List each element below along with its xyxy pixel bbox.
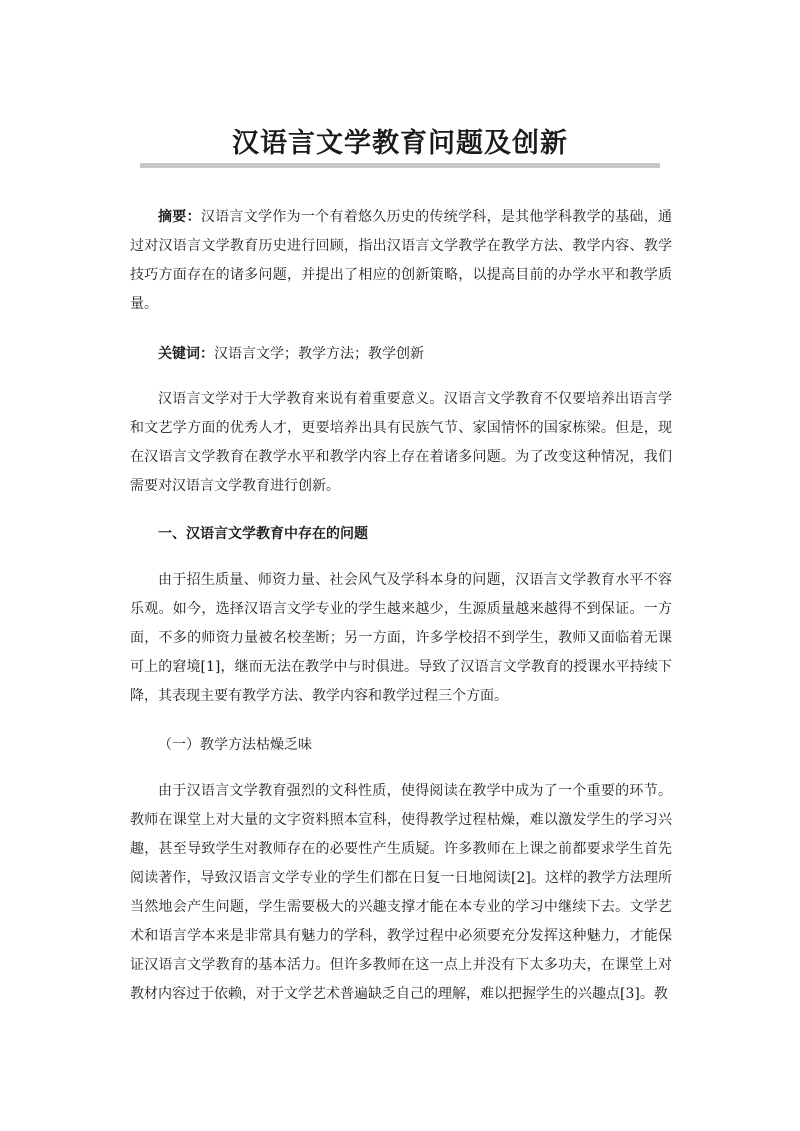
- title-underline: [140, 163, 660, 168]
- keywords-label: 关键词：: [158, 346, 214, 362]
- subsection-1-paragraph: 由于汉语言文学教育强烈的文科性质，使得阅读在教学中成为了一个重要的环节。教师在课堂上对大量的文字资料照本宣科，使得教学过程枯燥，难以激发学生的学习兴趣，甚至导致学生对教师存在的必要性产生质疑。许多教师在上课之前都要求学生首先阅读著作，导致汉语言文学专业的学生们都在日复一日地阅读[2]。这样的教学方法理所当然地会产生问题，学生需要极大的兴趣支撑才能在本专业的学习中继续下去。文学艺术和语言学本来是非常具有魅力的学科，教学过程中必须要充分发挥这种魅力，才能保证汉语言文学教育的基本活力。但许多教师在这一点上并没有下太多功夫，在课堂上对教材内容过于依赖，对于文学艺术普遍缺乏自己的理解，难以把握学生的兴趣点[3]。教: [130, 783, 672, 1002]
- section-1-paragraph: 由于招生质量、师资力量、社会风气及学科本身的问题，汉语言文学教育水平不容乐观。如今，选择汉语言文学专业的学生越来越少，生源质量越来越得不到保证。一方面，不多的师资力量被名校垄断；另一方面，许多学校招不到学生，教师又面临着无课可上的窘境[1]，继而无法在教学中与时俱进。导致了汉语言文学教育的授课水平持续下降，其表现主要有教学方法、教学内容和教学过程三个方面。: [130, 572, 672, 704]
- paper-title: 汉语言文学教育问题及创新: [232, 128, 568, 159]
- keywords-text: 汉语言文学；教学方法；教学创新: [214, 346, 424, 362]
- subsection-1-heading: （一）教学方法枯燥乏味: [158, 737, 312, 753]
- abstract-text: 汉语言文学作为一个有着悠久历史的传统学科，是其他学科教学的基础，通过对汉语言文学教育历史进行回顾，指出汉语言文学教学在教学方法、教学内容、教学技巧方面存在的诸多问题，并提出了相应的创新策略，以提高目前的办学水平和教学质量。: [130, 209, 673, 312]
- section-1-heading: 一、汉语言文学教育中存在的问题: [158, 526, 368, 542]
- intro-paragraph: 汉语言文学对于大学教育来说有着重要意义。汉语言文学教育不仅要培养出语言学和文艺学方面的优秀人才，更要培养出具有民族气节、家国情怀的国家栋梁。但是，现在汉语言文学教育在教学水平和教学内容上存在着诸多问题。为了改变这种情况，我们需要对汉语言文学教育进行创新。: [130, 391, 672, 494]
- abstract-paragraph: [130, 203, 672, 319]
- keywords-paragraph: [130, 340, 672, 369]
- abstract-label: 摘要：: [158, 209, 201, 225]
